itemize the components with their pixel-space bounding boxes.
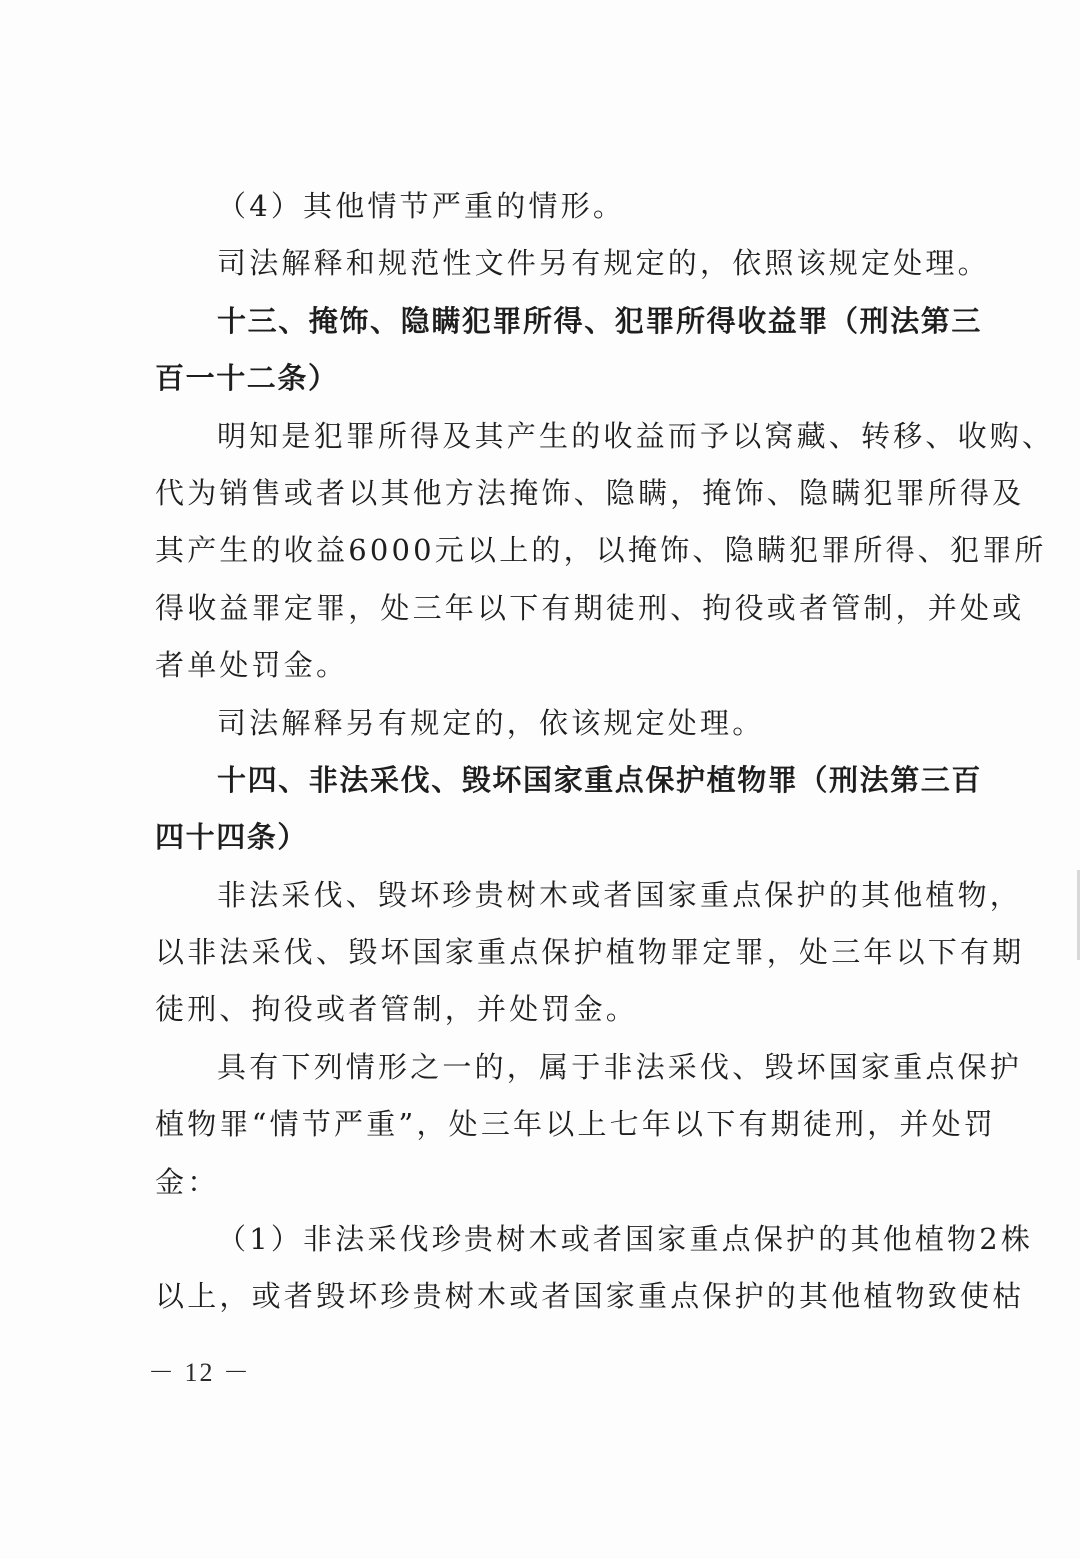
section-heading-13-cont: 百一十二条） <box>155 361 339 396</box>
paragraph-line: 者单处罚金。 <box>155 648 349 683</box>
section-heading-14-cont: 四十四条） <box>155 820 309 855</box>
page-number: － 12 － <box>148 1358 252 1387</box>
paragraph-line: 具有下列情形之一的，属于非法采伐、毁坏国家重点保护 <box>217 1049 1023 1084</box>
paragraph-line: 非法采伐、毁坏珍贵树木或者国家重点保护的其他植物， <box>217 877 1023 912</box>
document-body <box>155 178 1055 1326</box>
paragraph-line: 以非法采伐、毁坏国家重点保护植物罪定罪，处三年以下有期 <box>155 935 1025 970</box>
paragraph-line: 得收益罪定罪，处三年以下有期徒刑、拘役或者管制，并处或 <box>155 590 1025 625</box>
section-heading-13: 十三、掩饰、隐瞒犯罪所得、犯罪所得收益罪（刑法第三 <box>217 303 983 338</box>
paragraph-line: 徒刑、拘役或者管制，并处罚金。 <box>155 992 639 1027</box>
section-heading-14: 十四、非法采伐、毁坏国家重点保护植物罪（刑法第三百 <box>217 762 983 797</box>
clause-line: （1）非法采伐珍贵树木或者国家重点保护的其他植物2株 <box>217 1222 1034 1257</box>
paragraph-line: 以上，或者毁坏珍贵树木或者国家重点保护的其他植物致使枯 <box>155 1279 1025 1314</box>
paragraph-line: 代为销售或者以其他方法掩饰、隐瞒，掩饰、隐瞒犯罪所得及 <box>155 475 1025 510</box>
paragraph-line: 司法解释和规范性文件另有规定的，依照该规定处理。 <box>217 246 990 281</box>
clause-line: （4）其他情节严重的情形。 <box>217 189 626 223</box>
paragraph-line: 明知是犯罪所得及其产生的收益而予以窝藏、转移、收购、 <box>217 418 1055 453</box>
paragraph-line: 其产生的收益6000元以上的，以掩饰、隐瞒犯罪所得、犯罪所 <box>155 533 1047 568</box>
paragraph-line: 金： <box>155 1164 220 1199</box>
paragraph-line: 植物罪“情节严重”，处三年以上七年以下有期徒刑，并处罚 <box>155 1107 997 1142</box>
paragraph-line: 司法解释另有规定的，依该规定处理。 <box>217 705 765 740</box>
